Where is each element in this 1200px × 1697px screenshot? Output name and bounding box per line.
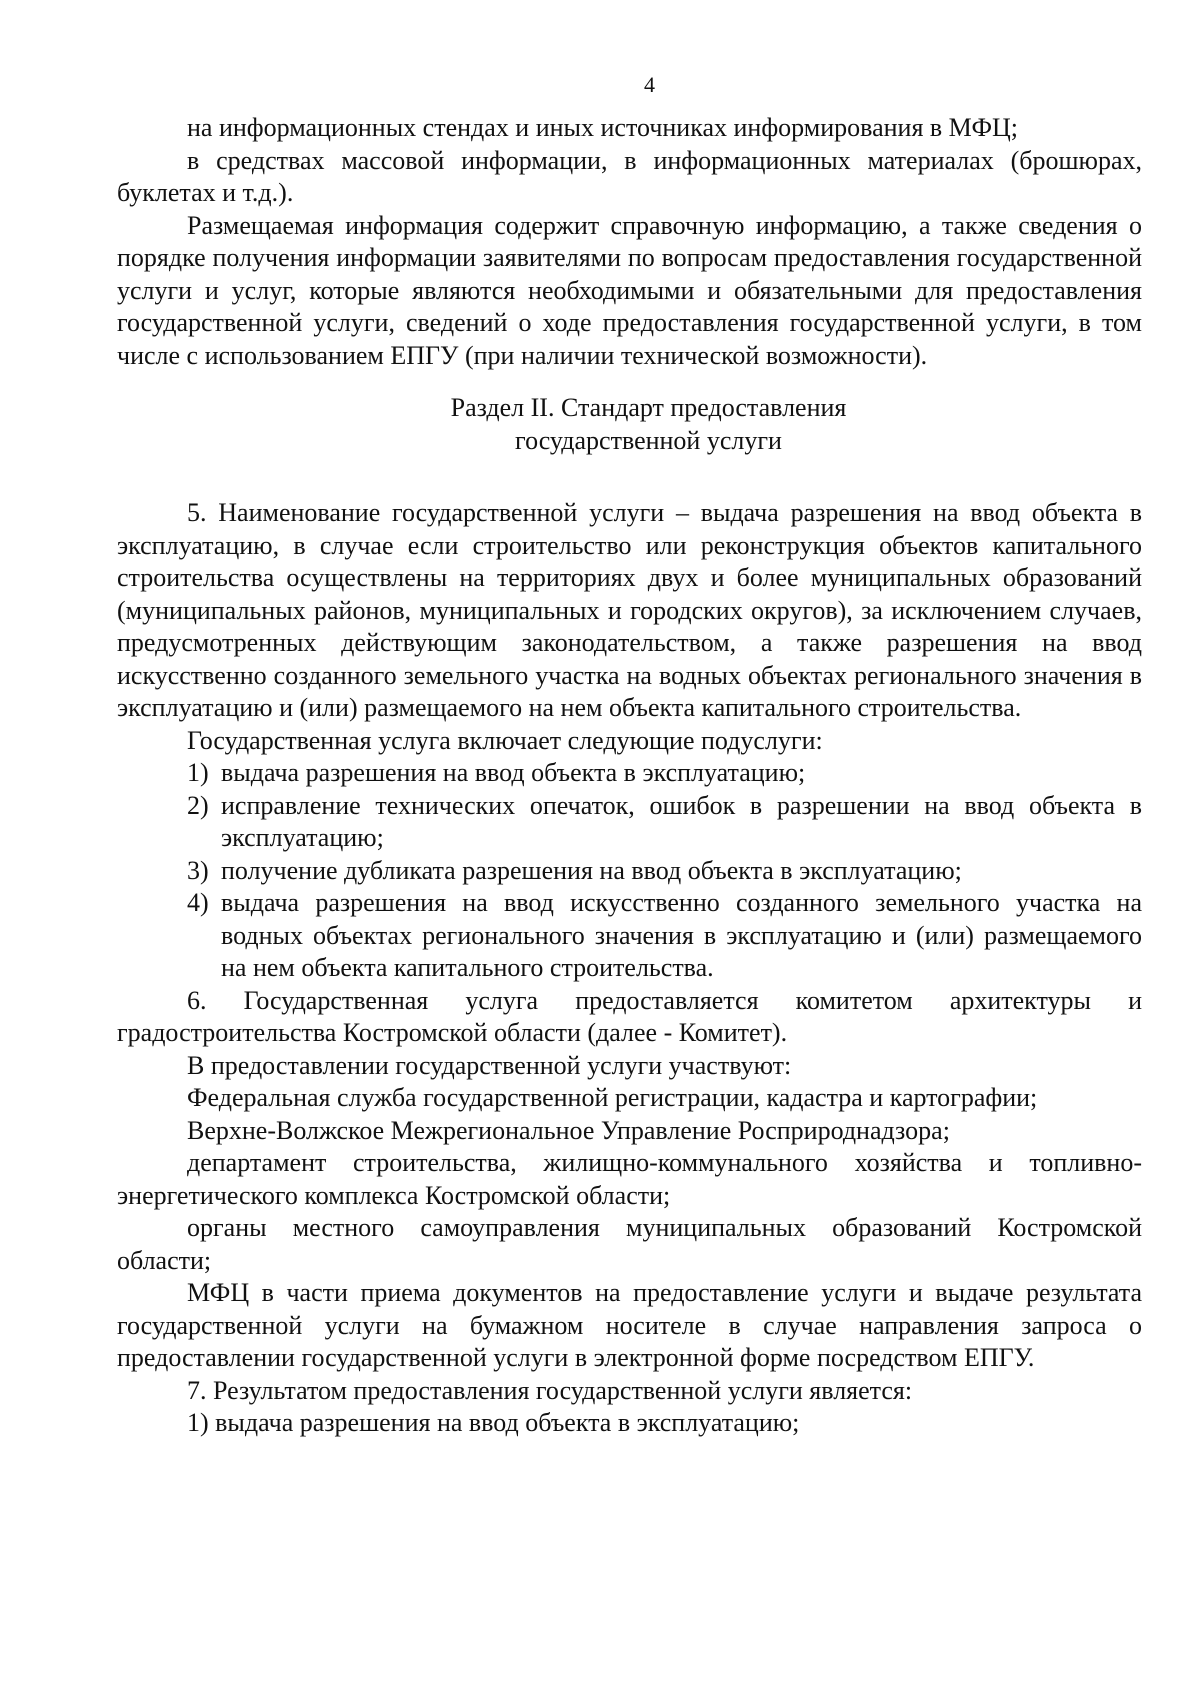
- list-item: [117, 855, 1142, 888]
- participant-item: Федеральная служба государственной регистрации, кадастра и картографии;: [187, 1083, 1038, 1112]
- list-item: [117, 887, 1142, 985]
- page-number: 4: [644, 72, 655, 97]
- list-item-number: 3): [187, 855, 209, 885]
- paragraph-6: 6. Государственная услуга предоставляется комитетом архитектуры и градостроительства Костромской области (далее - Комитет).: [117, 985, 1142, 1047]
- list-item-number: 1): [187, 758, 209, 787]
- list-item-text: получение дубликата разрешения на ввод объекта в эксплуатацию;: [221, 855, 962, 885]
- participant-item: Верхне-Волжское Межрегиональное Управление Росприроднадзора;: [187, 1115, 950, 1145]
- section-heading: [117, 392, 1142, 457]
- intro-paragraph-1: на информационных стендах и иных источниках информирования в МФЦ;: [187, 113, 1018, 142]
- section-heading-line-2: государственной услуги: [515, 425, 782, 455]
- subservices-intro: Государственная услуга включает следующие подуслуги:: [187, 725, 823, 755]
- participant-item: МФЦ в части приема документов на предоставление услуги и выдаче результата государственной услуги на бумажном носителе в случае направления запроса о предоставлении государственной услуги в электронной форме посредством ЕПГУ.: [117, 1278, 1142, 1372]
- list-item-number: 4): [187, 888, 209, 917]
- list-item-text: выдача разрешения на ввод искусственно созданного земельного участка на водных объектах регионального значения в эксплуатацию и (или) размещаемого на нем объекта капитального строительства.: [221, 888, 1142, 982]
- participants-intro: В предоставлении государственной услуги участвуют:: [187, 1050, 792, 1080]
- list-item-number: 2): [187, 790, 209, 820]
- list-item: [117, 757, 1142, 790]
- paragraph-5: 5. Наименование государственной услуги – выдача разрешения на ввод объекта в эксплуатацию, в случае если строительство или реконструкция объектов капитального строительства осуществлены на территориях двух и более муниципальных образований (муниципальных районов, муниципальных и городских округов), за исключением случаев, предусмотренных действующим законодательством, а также разрешения на ввод искусственно созданного земельного участка на водных объектах регионального значения в эксплуатацию и (или) размещаемого на нем объекта капитального строительства.: [117, 498, 1142, 722]
- list-item-text: исправление технических опечаток, ошибок в разрешении на ввод объекта в эксплуатацию;: [221, 790, 1142, 852]
- list-item-text: выдача разрешения на ввод объекта в эксплуатацию;: [221, 758, 806, 787]
- list-item: [117, 790, 1142, 855]
- section-heading-line-1: Раздел II. Стандарт предоставления: [450, 393, 847, 422]
- participant-item: департамент строительства, жилищно-коммунального хозяйства и топливно-энергетического комплекса Костромской области;: [117, 1148, 1142, 1210]
- result-item-1: 1) выдача разрешения на ввод объекта в эксплуатацию;: [187, 1408, 800, 1437]
- intro-paragraph-3: Размещаемая информация содержит справочную информацию, а также сведения о порядке получения информации заявителями по вопросам предоставления государственной услуги и услуг, которые являются необходимыми и обязательными для предоставления государственной услуги, сведений о ходе предоставления государственной услуги, в том числе с использованием ЕПГУ (при наличии технической возможности).: [117, 210, 1142, 370]
- paragraph-7: 7. Результатом предоставления государственной услуги является:: [187, 1375, 913, 1405]
- participant-item: органы местного самоуправления муниципальных образований Костромской области;: [117, 1213, 1142, 1275]
- intro-paragraph-2: в средствах массовой информации, в информационных материалах (брошюрах, буклетах и т.д.).: [117, 145, 1142, 207]
